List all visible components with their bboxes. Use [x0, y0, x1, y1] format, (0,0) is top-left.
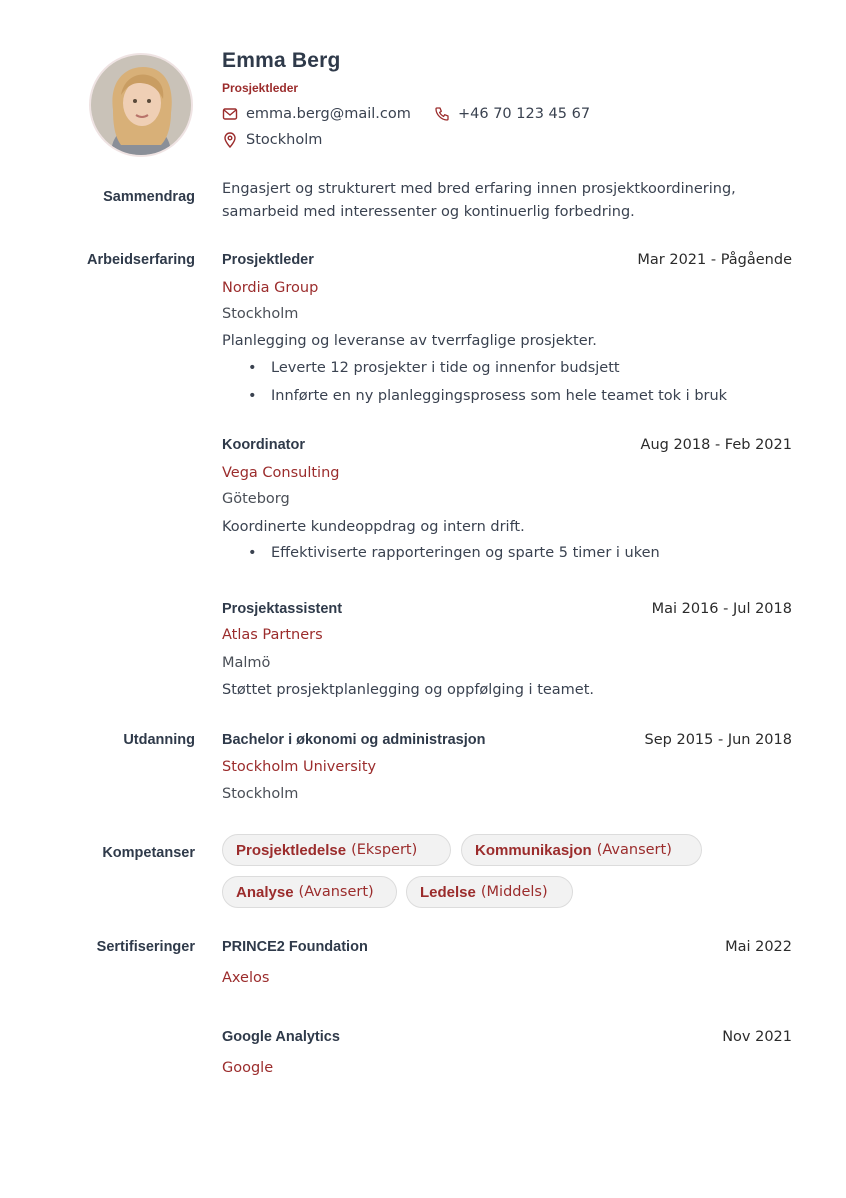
- education-school: Stockholm University: [222, 759, 377, 775]
- map-pin-icon: [222, 132, 238, 148]
- skill-chip: [406, 876, 573, 908]
- envelope-icon: [222, 106, 238, 122]
- candidate-role: Prosjektleder: [222, 81, 299, 95]
- job-description: Planlegging og leveranse av tverrfaglige prosjekter.: [222, 333, 597, 349]
- skill-chip: [222, 834, 451, 866]
- location-contact: [222, 132, 322, 148]
- section-label-summary: Sammendrag: [103, 189, 195, 205]
- certification-name: PRINCE2 Foundation: [222, 939, 368, 955]
- section-label-certifications: Sertifiseringer: [96, 939, 195, 955]
- email-text[interactable]: emma.berg@mail.com: [246, 106, 411, 122]
- certification-name: Google Analytics: [222, 1029, 340, 1045]
- profile-photo-icon: [91, 55, 191, 155]
- summary-text: Engasjert og strukturert med bred erfaring innen prosjektkoordinering, samarbeid med interessenter og kontinuerlig forbedring.: [222, 181, 736, 220]
- certification-issuer: Google: [222, 1060, 274, 1076]
- candidate-name: Emma Berg: [222, 49, 341, 72]
- job-location: Göteborg: [222, 491, 290, 507]
- skill-name: Kommunikasjon: [475, 841, 592, 859]
- avatar: [89, 53, 193, 157]
- phone-contact[interactable]: [434, 106, 590, 122]
- job-date: Aug 2018 - Feb 2021: [640, 437, 792, 453]
- education-degree: Bachelor i økonomi og administrasjon: [222, 732, 486, 748]
- certification-date: Mai 2022: [725, 939, 792, 955]
- skill-name: Ledelse: [420, 883, 476, 901]
- job-date: Mar 2021 - Pågående: [637, 252, 792, 268]
- job-description: Koordinerte kundeoppdrag og intern drift.: [222, 519, 525, 535]
- skill-level: (Avansert): [298, 884, 374, 900]
- job-bullet: • Leverte 12 prosjekter i tide og innenfor budsjett: [271, 360, 620, 376]
- job-title: Prosjektassistent: [222, 601, 343, 617]
- job-description: Støttet prosjektplanlegging og oppfølging i teamet.: [222, 682, 595, 698]
- skill-chip: [222, 876, 397, 908]
- certification-date: Nov 2021: [722, 1029, 792, 1045]
- job-title: Koordinator: [222, 437, 305, 453]
- job-bullet: • Innførte en ny planleggingsprosess som hele teamet tok i bruk: [271, 388, 727, 404]
- skill-name: Prosjektledelse: [236, 841, 347, 859]
- job-date: Mai 2016 - Jul 2018: [651, 601, 792, 617]
- job-company: Vega Consulting: [222, 465, 340, 481]
- job-location: Stockholm: [222, 306, 299, 322]
- location-text: Stockholm: [246, 132, 323, 148]
- job-location: Malmö: [222, 655, 271, 671]
- phone-text[interactable]: +46 70 123 45 67: [458, 106, 591, 122]
- section-label-education: Utdanning: [123, 732, 195, 748]
- education-date: Sep 2015 - Jun 2018: [644, 732, 792, 748]
- job-company: Nordia Group: [222, 280, 319, 296]
- job-title: Prosjektleder: [222, 252, 314, 268]
- section-label-skills: Kompetanser: [102, 845, 195, 861]
- job-bullet: • Effektiviserte rapporteringen og sparte 5 timer i uken: [271, 545, 660, 561]
- skill-level: (Middels): [480, 884, 548, 900]
- skill-chip: [461, 834, 702, 866]
- email-contact[interactable]: [222, 106, 411, 122]
- phone-icon: [434, 106, 450, 122]
- education-location: Stockholm: [222, 786, 299, 802]
- section-label-experience: Arbeidserfaring: [87, 252, 195, 268]
- skill-name: Analyse: [236, 883, 294, 901]
- job-company: Atlas Partners: [222, 627, 323, 643]
- skill-level: (Avansert): [596, 842, 672, 858]
- skill-level: (Ekspert): [351, 842, 418, 858]
- certification-issuer: Axelos: [222, 970, 270, 986]
